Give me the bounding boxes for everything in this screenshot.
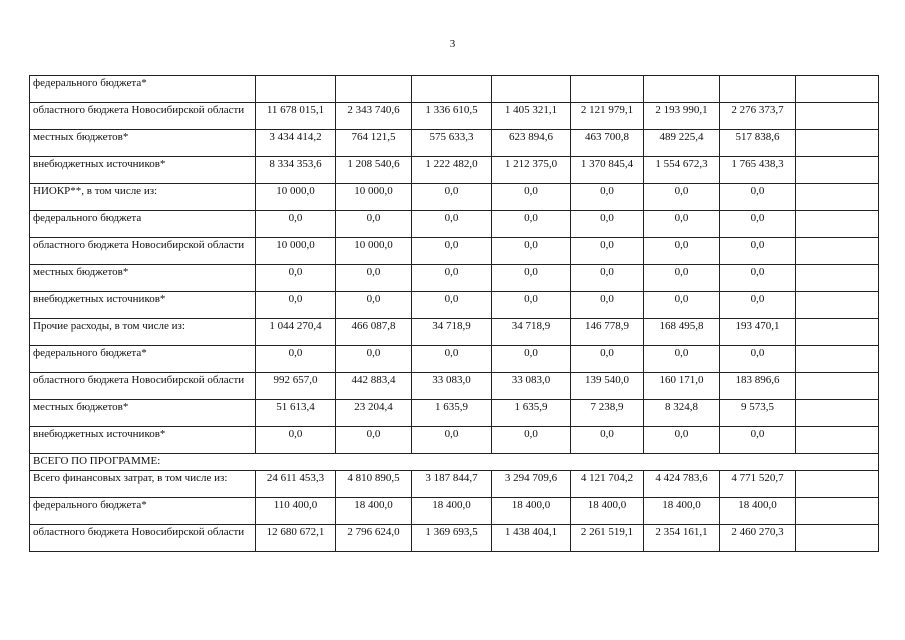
- value-cell: [571, 76, 644, 103]
- value-cell: 0,0: [720, 265, 796, 292]
- empty-cell: [796, 130, 879, 157]
- table-row: [30, 471, 879, 498]
- value-cell: 764 121,5: [336, 130, 412, 157]
- empty-cell: [796, 184, 879, 211]
- value-cell: 1 208 540,6: [336, 157, 412, 184]
- value-cell: 463 700,8: [571, 130, 644, 157]
- value-cell: 1 554 672,3: [644, 157, 720, 184]
- value-cell: 0,0: [336, 292, 412, 319]
- value-cell: 0,0: [336, 211, 412, 238]
- value-cell: 0,0: [644, 238, 720, 265]
- value-cell: 1 405 321,1: [492, 103, 571, 130]
- value-cell: 7 238,9: [571, 400, 644, 427]
- value-cell: 193 470,1: [720, 319, 796, 346]
- value-cell: 0,0: [492, 184, 571, 211]
- value-cell: 0,0: [492, 346, 571, 373]
- table-body: [30, 76, 879, 552]
- value-cell: 11 678 015,1: [256, 103, 336, 130]
- value-cell: 8 324,8: [644, 400, 720, 427]
- value-cell: 2 261 519,1: [571, 525, 644, 552]
- value-cell: 0,0: [571, 292, 644, 319]
- value-cell: 0,0: [571, 211, 644, 238]
- value-cell: 4 771 520,7: [720, 471, 796, 498]
- empty-cell: [796, 471, 879, 498]
- value-cell: 4 121 704,2: [571, 471, 644, 498]
- table-row: [30, 184, 879, 211]
- value-cell: 3 434 414,2: [256, 130, 336, 157]
- row-label: федерального бюджета*: [30, 346, 256, 373]
- table-row: [30, 525, 879, 552]
- row-label: местных бюджетов*: [30, 130, 256, 157]
- value-cell: 0,0: [256, 427, 336, 454]
- value-cell: 0,0: [571, 184, 644, 211]
- value-cell: 146 778,9: [571, 319, 644, 346]
- value-cell: [644, 76, 720, 103]
- value-cell: 0,0: [720, 427, 796, 454]
- value-cell: 0,0: [720, 346, 796, 373]
- value-cell: 0,0: [720, 211, 796, 238]
- value-cell: 8 334 353,6: [256, 157, 336, 184]
- value-cell: 0,0: [644, 346, 720, 373]
- section-row: [30, 454, 879, 471]
- value-cell: 18 400,0: [336, 498, 412, 525]
- value-cell: [412, 76, 492, 103]
- value-cell: 0,0: [412, 211, 492, 238]
- value-cell: 1 635,9: [412, 400, 492, 427]
- empty-cell: [796, 427, 879, 454]
- value-cell: 0,0: [412, 238, 492, 265]
- row-label: областного бюджета Новосибирской области: [30, 238, 256, 265]
- table-row: [30, 292, 879, 319]
- table-row: [30, 103, 879, 130]
- empty-cell: [796, 319, 879, 346]
- row-label: местных бюджетов*: [30, 265, 256, 292]
- value-cell: 34 718,9: [492, 319, 571, 346]
- value-cell: 0,0: [256, 292, 336, 319]
- value-cell: 0,0: [644, 427, 720, 454]
- row-label: областного бюджета Новосибирской области: [30, 373, 256, 400]
- value-cell: 18 400,0: [720, 498, 796, 525]
- value-cell: 10 000,0: [336, 184, 412, 211]
- table-row: [30, 373, 879, 400]
- value-cell: 9 573,5: [720, 400, 796, 427]
- table-row: [30, 76, 879, 103]
- value-cell: 1 044 270,4: [256, 319, 336, 346]
- value-cell: 2 343 740,6: [336, 103, 412, 130]
- value-cell: 2 276 373,7: [720, 103, 796, 130]
- value-cell: 18 400,0: [412, 498, 492, 525]
- value-cell: 2 193 990,1: [644, 103, 720, 130]
- value-cell: 18 400,0: [492, 498, 571, 525]
- empty-cell: [796, 292, 879, 319]
- value-cell: [720, 76, 796, 103]
- value-cell: 0,0: [720, 184, 796, 211]
- row-label: Прочие расходы, в том числе из:: [30, 319, 256, 346]
- value-cell: 2 796 624,0: [336, 525, 412, 552]
- value-cell: 1 369 693,5: [412, 525, 492, 552]
- row-label: Всего финансовых затрат, в том числе из:: [30, 471, 256, 498]
- value-cell: 2 354 161,1: [644, 525, 720, 552]
- table-row: [30, 427, 879, 454]
- value-cell: 0,0: [492, 292, 571, 319]
- empty-cell: [796, 373, 879, 400]
- empty-cell: [796, 498, 879, 525]
- value-cell: 466 087,8: [336, 319, 412, 346]
- table-row: [30, 346, 879, 373]
- value-cell: 1 635,9: [492, 400, 571, 427]
- value-cell: 0,0: [571, 238, 644, 265]
- value-cell: 2 121 979,1: [571, 103, 644, 130]
- value-cell: 0,0: [336, 265, 412, 292]
- value-cell: 442 883,4: [336, 373, 412, 400]
- value-cell: 168 495,8: [644, 319, 720, 346]
- row-label: областного бюджета Новосибирской области: [30, 103, 256, 130]
- value-cell: 623 894,6: [492, 130, 571, 157]
- value-cell: 517 838,6: [720, 130, 796, 157]
- value-cell: 0,0: [492, 238, 571, 265]
- value-cell: 1 336 610,5: [412, 103, 492, 130]
- empty-cell: [796, 157, 879, 184]
- empty-cell: [796, 265, 879, 292]
- value-cell: 183 896,6: [720, 373, 796, 400]
- table-row: [30, 400, 879, 427]
- value-cell: 10 000,0: [336, 238, 412, 265]
- row-label: федерального бюджета*: [30, 76, 256, 103]
- value-cell: 33 083,0: [412, 373, 492, 400]
- empty-cell: [796, 103, 879, 130]
- value-cell: 0,0: [644, 265, 720, 292]
- row-label: областного бюджета Новосибирской области: [30, 525, 256, 552]
- value-cell: 110 400,0: [256, 498, 336, 525]
- value-cell: 0,0: [644, 211, 720, 238]
- value-cell: [256, 76, 336, 103]
- value-cell: 0,0: [412, 265, 492, 292]
- value-cell: 0,0: [571, 427, 644, 454]
- value-cell: 160 171,0: [644, 373, 720, 400]
- empty-cell: [796, 400, 879, 427]
- value-cell: 992 657,0: [256, 373, 336, 400]
- value-cell: 0,0: [336, 427, 412, 454]
- value-cell: 4 810 890,5: [336, 471, 412, 498]
- value-cell: 0,0: [336, 346, 412, 373]
- value-cell: 2 460 270,3: [720, 525, 796, 552]
- value-cell: 51 613,4: [256, 400, 336, 427]
- value-cell: 10 000,0: [256, 184, 336, 211]
- empty-cell: [796, 211, 879, 238]
- value-cell: 0,0: [412, 184, 492, 211]
- value-cell: 0,0: [720, 292, 796, 319]
- value-cell: 489 225,4: [644, 130, 720, 157]
- value-cell: 23 204,4: [336, 400, 412, 427]
- value-cell: 0,0: [256, 211, 336, 238]
- value-cell: 0,0: [412, 292, 492, 319]
- empty-cell: [796, 525, 879, 552]
- section-label: ВСЕГО ПО ПРОГРАММЕ:: [30, 454, 879, 471]
- value-cell: 0,0: [412, 427, 492, 454]
- value-cell: 12 680 672,1: [256, 525, 336, 552]
- value-cell: 575 633,3: [412, 130, 492, 157]
- table-row: [30, 157, 879, 184]
- value-cell: 4 424 783,6: [644, 471, 720, 498]
- value-cell: 24 611 453,3: [256, 471, 336, 498]
- value-cell: 0,0: [492, 427, 571, 454]
- value-cell: 3 294 709,6: [492, 471, 571, 498]
- table-row: [30, 238, 879, 265]
- value-cell: 0,0: [644, 292, 720, 319]
- value-cell: 1 222 482,0: [412, 157, 492, 184]
- page-number: 3: [449, 38, 456, 50]
- empty-cell: [796, 238, 879, 265]
- value-cell: 0,0: [571, 265, 644, 292]
- value-cell: 0,0: [256, 265, 336, 292]
- value-cell: [336, 76, 412, 103]
- row-label: внебюджетных источников*: [30, 157, 256, 184]
- table-row: [30, 265, 879, 292]
- value-cell: 10 000,0: [256, 238, 336, 265]
- value-cell: 18 400,0: [571, 498, 644, 525]
- row-label: федерального бюджета: [30, 211, 256, 238]
- value-cell: 0,0: [492, 211, 571, 238]
- table-row: [30, 498, 879, 525]
- row-label: внебюджетных источников*: [30, 427, 256, 454]
- value-cell: 0,0: [412, 346, 492, 373]
- row-label: местных бюджетов*: [30, 400, 256, 427]
- budget-table: [29, 75, 879, 552]
- value-cell: 1 370 845,4: [571, 157, 644, 184]
- value-cell: [492, 76, 571, 103]
- value-cell: 3 187 844,7: [412, 471, 492, 498]
- row-label: НИОКР**, в том числе из:: [30, 184, 256, 211]
- value-cell: 1 438 404,1: [492, 525, 571, 552]
- value-cell: 0,0: [644, 184, 720, 211]
- empty-cell: [796, 346, 879, 373]
- value-cell: 139 540,0: [571, 373, 644, 400]
- empty-cell: [796, 76, 879, 103]
- row-label: федерального бюджета*: [30, 498, 256, 525]
- table-row: [30, 319, 879, 346]
- table-row: [30, 130, 879, 157]
- value-cell: 1 212 375,0: [492, 157, 571, 184]
- value-cell: 0,0: [571, 346, 644, 373]
- value-cell: 34 718,9: [412, 319, 492, 346]
- value-cell: 0,0: [492, 265, 571, 292]
- value-cell: 0,0: [720, 238, 796, 265]
- value-cell: 0,0: [256, 346, 336, 373]
- value-cell: 33 083,0: [492, 373, 571, 400]
- value-cell: 18 400,0: [644, 498, 720, 525]
- table-row: [30, 211, 879, 238]
- row-label: внебюджетных источников*: [30, 292, 256, 319]
- value-cell: 1 765 438,3: [720, 157, 796, 184]
